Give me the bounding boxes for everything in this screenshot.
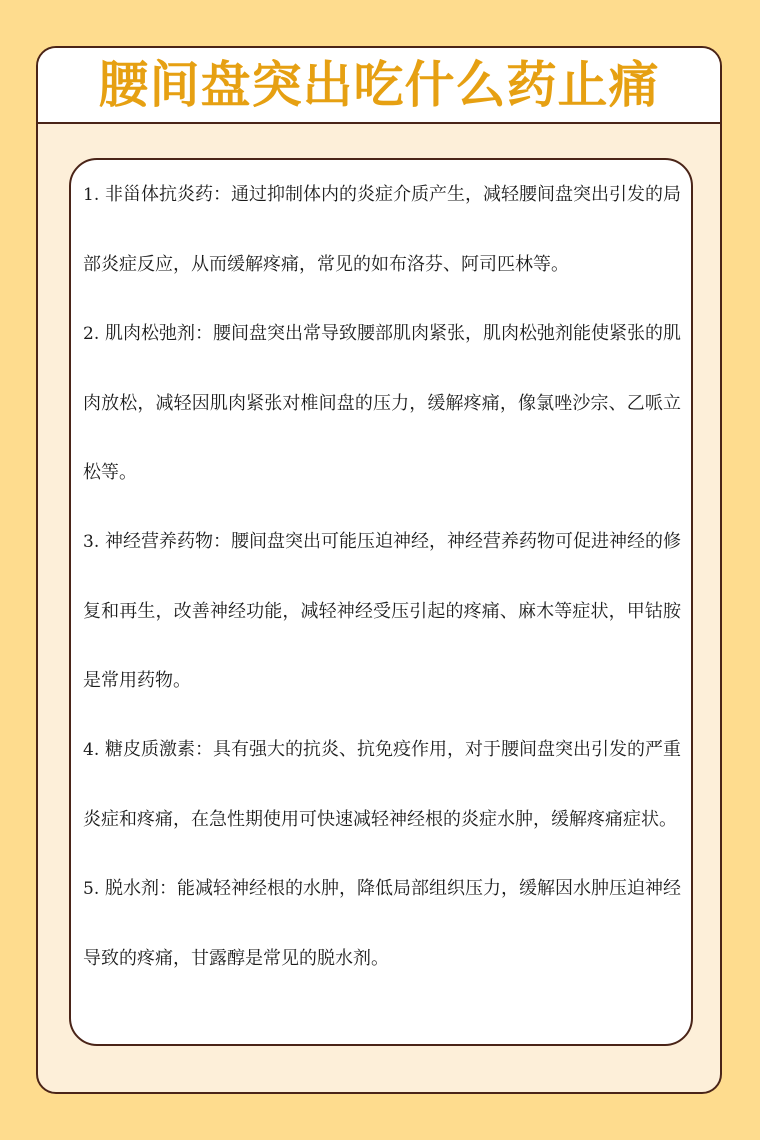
item-text: 神经营养药物：腰间盘突出可能压迫神经，神经营养药物可促进神经的修复和再生，改善神经功能，减轻神经受压引起的疼痛、麻木等症状，甲钴胺是常用药物。 [83,531,681,691]
list-item [83,299,681,507]
item-number: 4. [83,740,100,760]
page-title: 腰间盘突出吃什么药止痛 [98,56,660,114]
item-text: 脱水剂：能减轻神经根的水肿，降低局部组织压力，缓解因水肿压迫神经导致的疼痛，甘露醇是常见的脱水剂。 [83,878,681,969]
item-text: 肌肉松弛剂：腰间盘突出常导致腰部肌肉紧张，肌肉松弛剂能使紧张的肌肉放松，减轻因肌肉紧张对椎间盘的压力，缓解疼痛，像氯唑沙宗、乙哌立松等。 [83,323,681,483]
content-panel [69,158,693,1046]
list-item [83,854,681,993]
list-item [83,507,681,715]
article-card [36,46,722,1094]
item-text: 非甾体抗炎药：通过抑制体内的炎症介质产生，减轻腰间盘突出引发的局部炎症反应，从而缓解疼痛，常见的如布洛芬、阿司匹林等。 [83,184,681,275]
item-number: 1. [83,185,100,205]
title-bar [38,48,720,124]
article-body [83,160,681,993]
item-number: 3. [83,532,100,552]
list-item [83,715,681,854]
item-number: 5. [83,879,100,899]
list-item [83,160,681,299]
item-number: 2. [83,324,100,344]
item-text: 糖皮质激素：具有强大的抗炎、抗免疫作用，对于腰间盘突出引发的严重炎症和疼痛，在急性期使用可快速减轻神经根的炎症水肿，缓解疼痛症状。 [83,739,681,830]
